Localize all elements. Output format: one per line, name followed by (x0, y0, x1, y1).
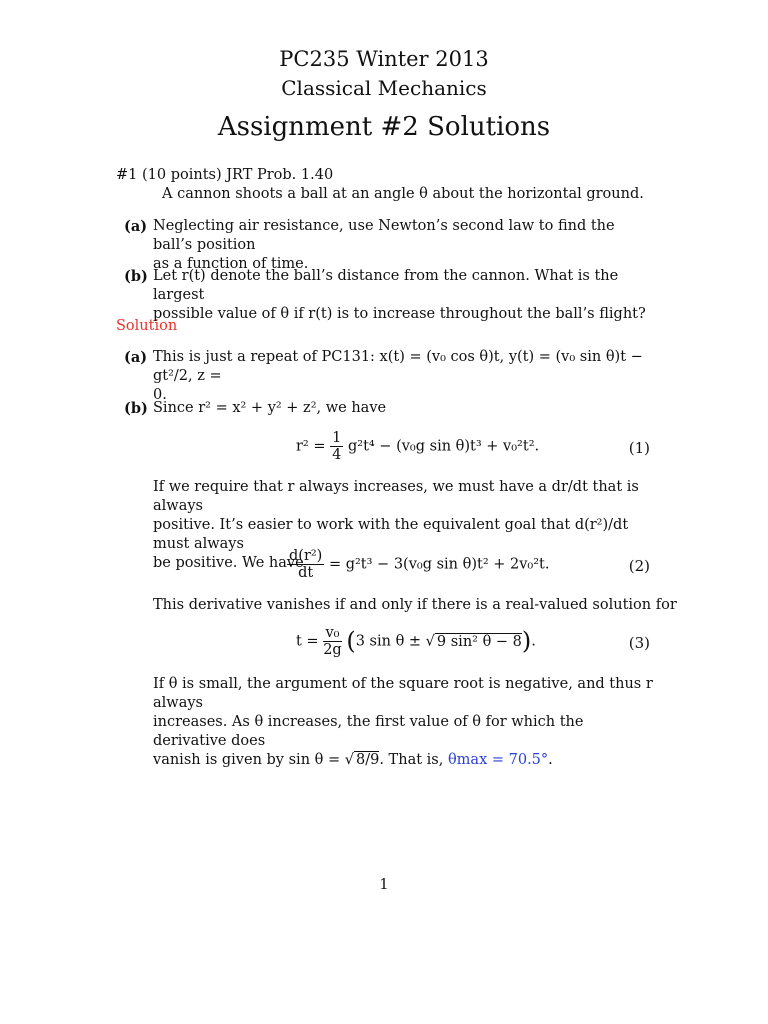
p1-line1: If we require that r always increases, we must have a dr/dt that is always (153, 479, 639, 514)
eq2-fraction (287, 548, 324, 581)
eq3-numerator: v₀ (323, 625, 342, 642)
paragraph-2: This derivative vanishes if and only if there is a real-valued solution for (153, 597, 677, 613)
equation-1 (296, 430, 539, 463)
p3-line2: increases. As θ increases, the first value of θ for which the derivative does (153, 714, 584, 749)
assignment-title: Assignment #2 Solutions (217, 112, 551, 142)
solution-heading: Solution (116, 318, 178, 334)
eq3-fraction (323, 625, 342, 658)
part-b-line2: possible value of θ if r(t) is to increase throughout the ball’s flight? (153, 306, 646, 322)
p3-sqrt-sign: √ (344, 752, 354, 768)
p3-sqrt-radicand: 8/9 (356, 752, 380, 768)
solution-a-line1: This is just a repeat of PC131: x(t) = (v₀ cos θ)t, y(t) = (v₀ sin θ)t − gt²/2, z = (153, 349, 643, 384)
solution-a-label: (a) (124, 349, 148, 366)
eq1-fraction (330, 430, 343, 463)
eq3-mid: 3 sin θ ± √ (355, 633, 435, 650)
part-b-text (153, 267, 653, 324)
p1-line2: positive. It’s easier to work with the equivalent goal that d(r²)/dt must always (153, 517, 629, 552)
eq1-tag: (1) (628, 439, 650, 457)
course-title: PC235 Winter 2013 (279, 47, 489, 71)
p3-line1: If θ is small, the argument of the square root is negative, and thus r always (153, 676, 653, 711)
eq3-left: t = (296, 633, 319, 650)
solution-a-line2: 0. (153, 387, 167, 403)
eq2-right: = g²t³ − 3(v₀g sin θ)t² + 2v₀²t. (328, 556, 550, 573)
problem-heading: #1 (10 points) JRT Prob. 1.40 (116, 167, 334, 183)
solution-a-text (153, 348, 653, 405)
equation-3 (296, 625, 536, 658)
part-a-line1: Neglecting air resistance, use Newton’s second law to find the ball’s position (153, 218, 615, 253)
p3-line3 (153, 751, 653, 770)
eq3-radicand: 9 sin² θ − 8 (436, 633, 522, 650)
eq1-numerator: 1 (332, 430, 342, 446)
part-b-line1: Let r(t) denote the ball’s distance from the cannon. What is the largest (153, 268, 619, 303)
problem-statement: A cannon shoots a ball at an angle θ about the horizontal ground. (162, 186, 644, 202)
eq3-denominator: 2g (323, 642, 342, 658)
eq3-close-paren: ) (521, 627, 532, 655)
eq3-end: . (531, 633, 536, 650)
eq2-tag: (2) (628, 557, 650, 575)
p3-line3-start: vanish is given by sin θ = (153, 752, 345, 768)
eq1-denominator: 4 (332, 447, 342, 463)
p3-line3-mid: . That is, (379, 752, 448, 768)
eq1-left: r² = (296, 438, 326, 455)
solution-b-intro: Since r² = x² + y² + z², we have (153, 400, 387, 416)
part-a-text (153, 217, 653, 274)
part-a-line2: as a function of time. (153, 256, 309, 272)
eq1-right: g²t⁴ − (v₀g sin θ)t³ + v₀²t². (347, 438, 540, 455)
part-a-label: (a) (124, 218, 148, 235)
eq3-tag: (3) (628, 634, 650, 652)
equation-2 (287, 548, 550, 581)
eq2-denominator: dt (298, 565, 314, 581)
part-b-label: (b) (124, 268, 148, 285)
final-answer: θmax = 70.5° (447, 752, 549, 768)
eq3-open-paren: ( (346, 627, 356, 655)
p3-line3-end: . (548, 752, 553, 768)
page-number: 1 (379, 877, 389, 893)
p1-line3: be positive. We have (153, 555, 304, 571)
solution-b-label: (b) (124, 400, 148, 417)
subject-title: Classical Mechanics (281, 76, 487, 100)
eq2-numerator: d(r²) (289, 548, 323, 564)
paragraph-3 (153, 675, 653, 770)
